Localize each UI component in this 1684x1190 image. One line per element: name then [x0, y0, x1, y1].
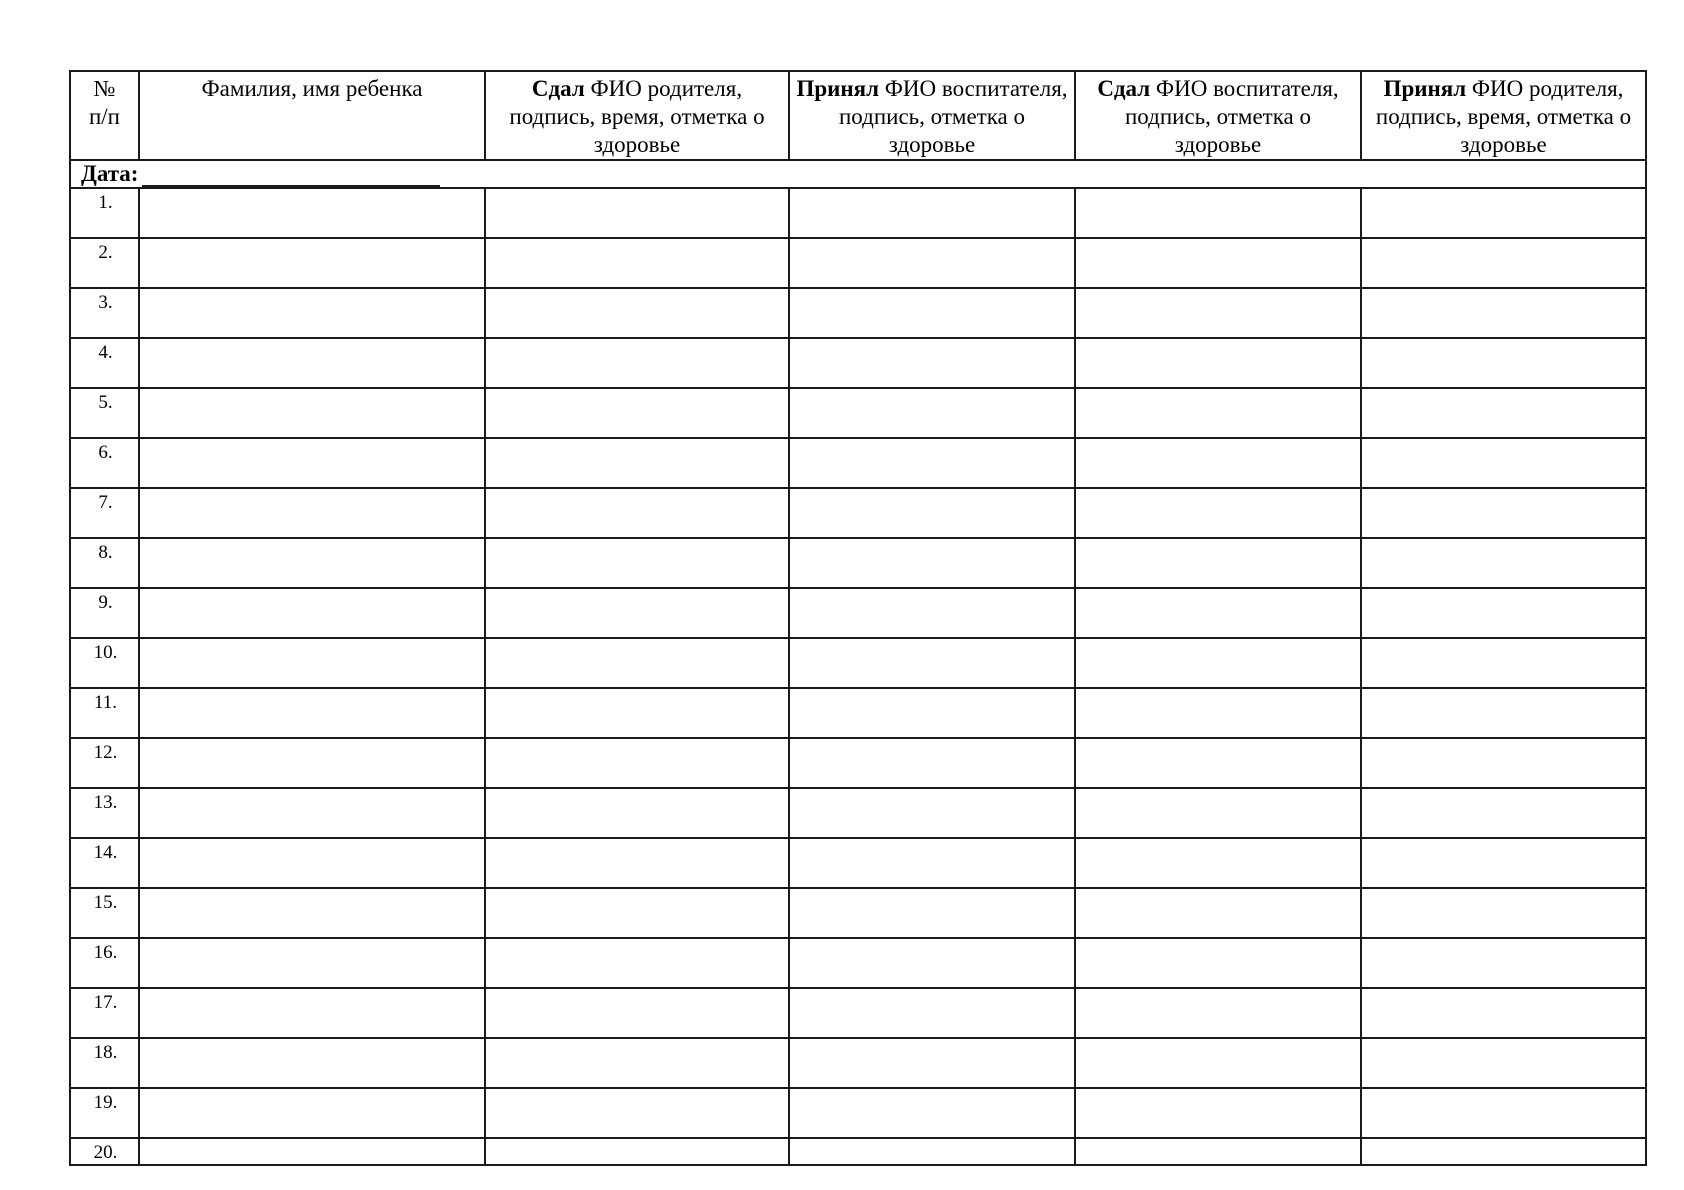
handed-by-parent-cell[interactable]	[485, 288, 789, 338]
handed-by-teacher-cell[interactable]	[1075, 388, 1361, 438]
table-row	[70, 788, 1646, 838]
accepted-by-teacher-cell[interactable]	[789, 238, 1075, 288]
handed-by-parent-cell[interactable]	[485, 938, 789, 988]
child-name-cell[interactable]	[139, 288, 485, 338]
child-name-cell[interactable]	[139, 488, 485, 538]
date-cell	[70, 160, 1646, 188]
handed-by-teacher-cell[interactable]	[1075, 1138, 1361, 1165]
row-number-cell	[70, 838, 139, 888]
accepted-by-teacher-cell[interactable]	[789, 738, 1075, 788]
handed-by-parent-cell[interactable]	[485, 188, 789, 238]
child-name-cell[interactable]	[139, 538, 485, 588]
handed-by-teacher-cell[interactable]	[1075, 738, 1361, 788]
row-number: 9.	[98, 592, 113, 613]
handed-by-teacher-cell[interactable]	[1075, 888, 1361, 938]
accepted-by-teacher-cell[interactable]	[789, 1038, 1075, 1088]
row-number: 1.	[98, 192, 113, 213]
attendance-table	[69, 70, 1647, 1166]
row-number: 18.	[93, 1042, 118, 1063]
accepted-by-parent-cell[interactable]	[1361, 788, 1646, 838]
row-number: 19.	[93, 1092, 118, 1113]
accepted-by-teacher-cell[interactable]	[789, 188, 1075, 238]
handed-by-teacher-cell[interactable]	[1075, 938, 1361, 988]
accepted-by-teacher-cell[interactable]	[789, 288, 1075, 338]
handed-by-teacher-cell[interactable]	[1075, 1038, 1361, 1088]
child-name-cell[interactable]	[139, 838, 485, 888]
accepted-by-parent-cell[interactable]	[1361, 1138, 1646, 1165]
header-row	[70, 71, 1646, 160]
handed-by-teacher-cell[interactable]	[1075, 288, 1361, 338]
child-name-cell[interactable]	[139, 988, 485, 1038]
accepted-by-parent-cell[interactable]	[1361, 838, 1646, 888]
accepted-by-teacher-cell[interactable]	[789, 488, 1075, 538]
handed-by-teacher-cell[interactable]	[1075, 238, 1361, 288]
table-row	[70, 438, 1646, 488]
accepted-by-parent-cell[interactable]	[1361, 988, 1646, 1038]
accepted-by-teacher-cell[interactable]	[789, 988, 1075, 1038]
row-number-cell	[70, 638, 139, 688]
row-number-cell	[70, 988, 139, 1038]
handed-by-teacher-cell[interactable]	[1075, 188, 1361, 238]
row-number-cell	[70, 1038, 139, 1088]
row-number-cell	[70, 488, 139, 538]
row-number-cell	[70, 438, 139, 488]
handed-by-teacher-cell[interactable]	[1075, 338, 1361, 388]
row-number: 11.	[93, 692, 118, 713]
row-number: 14.	[93, 842, 118, 863]
child-name-cell[interactable]	[139, 688, 485, 738]
header-child-name	[139, 71, 485, 160]
child-name-cell[interactable]	[139, 1138, 485, 1165]
row-number-cell	[70, 1138, 139, 1165]
row-number: 20.	[93, 1142, 118, 1163]
table-row	[70, 1038, 1646, 1088]
header-handed-by-teacher-bold: Сдал	[1097, 76, 1151, 101]
child-name-cell[interactable]	[139, 1088, 485, 1138]
row-number: 2.	[98, 242, 113, 263]
handed-by-parent-cell[interactable]	[485, 538, 789, 588]
row-number-cell	[70, 188, 139, 238]
accepted-by-parent-cell[interactable]	[1361, 438, 1646, 488]
row-number: 12.	[93, 742, 118, 763]
handed-by-teacher-cell[interactable]	[1075, 838, 1361, 888]
accepted-by-parent-cell[interactable]	[1361, 938, 1646, 988]
handed-by-parent-cell[interactable]	[485, 1088, 789, 1138]
handed-by-teacher-cell[interactable]	[1075, 688, 1361, 738]
header-handed-by-parent-bold: Сдал	[531, 76, 585, 101]
row-number: 8.	[98, 542, 113, 563]
accepted-by-parent-cell[interactable]	[1361, 488, 1646, 538]
handed-by-teacher-cell[interactable]	[1075, 1088, 1361, 1138]
handed-by-teacher-cell[interactable]	[1075, 438, 1361, 488]
table-row	[70, 1138, 1646, 1165]
table-row	[70, 538, 1646, 588]
header-accepted-by-parent-text: ФИО родителя, подпись, время, отметка о здоровье	[1375, 76, 1632, 157]
accepted-by-parent-cell[interactable]	[1361, 338, 1646, 388]
header-accepted-by-teacher-text: ФИО воспитателя, подпись, отметка о здоровье	[838, 76, 1068, 157]
attendance-journal-sheet	[69, 70, 1645, 1166]
table-row	[70, 938, 1646, 988]
header-accepted-by-parent	[1361, 71, 1646, 160]
header-accepted-by-parent-bold: Принял	[1383, 76, 1467, 101]
row-number-cell	[70, 1088, 139, 1138]
child-name-cell[interactable]	[139, 188, 485, 238]
handed-by-parent-cell[interactable]	[485, 438, 789, 488]
accepted-by-parent-cell[interactable]	[1361, 1088, 1646, 1138]
date-input-line[interactable]	[142, 161, 440, 187]
header-handed-by-parent-text: ФИО родителя, подпись, время, отметка о здоровье	[509, 76, 765, 157]
row-number: 15.	[93, 892, 118, 913]
accepted-by-parent-cell[interactable]	[1361, 238, 1646, 288]
row-number: 17.	[93, 992, 118, 1013]
handed-by-parent-cell[interactable]	[485, 488, 789, 538]
row-number: 6.	[98, 442, 113, 463]
child-name-cell[interactable]	[139, 238, 485, 288]
date-label: Дата:	[81, 161, 139, 186]
row-number: 7.	[98, 492, 113, 513]
row-number-cell	[70, 788, 139, 838]
row-number: 5.	[98, 392, 113, 413]
header-handed-by-teacher	[1075, 71, 1361, 160]
table-row	[70, 888, 1646, 938]
child-name-cell[interactable]	[139, 388, 485, 438]
header-handed-by-parent	[485, 71, 789, 160]
accepted-by-teacher-cell[interactable]	[789, 788, 1075, 838]
table-row	[70, 338, 1646, 388]
table-row	[70, 588, 1646, 638]
table-row	[70, 288, 1646, 338]
header-accepted-by-teacher-bold: Принял	[796, 76, 880, 101]
accepted-by-teacher-cell[interactable]	[789, 888, 1075, 938]
child-name-cell[interactable]	[139, 938, 485, 988]
row-number-cell	[70, 938, 139, 988]
header-accepted-by-teacher	[789, 71, 1075, 160]
accepted-by-parent-cell[interactable]	[1361, 688, 1646, 738]
handed-by-teacher-cell[interactable]	[1075, 788, 1361, 838]
row-number: 13.	[93, 792, 118, 813]
handed-by-parent-cell[interactable]	[485, 888, 789, 938]
accepted-by-parent-cell[interactable]	[1361, 738, 1646, 788]
accepted-by-teacher-cell[interactable]	[789, 838, 1075, 888]
handed-by-teacher-cell[interactable]	[1075, 538, 1361, 588]
accepted-by-teacher-cell[interactable]	[789, 1088, 1075, 1138]
child-name-cell[interactable]	[139, 888, 485, 938]
table-row	[70, 988, 1646, 1038]
accepted-by-parent-cell[interactable]	[1361, 888, 1646, 938]
handed-by-parent-cell[interactable]	[485, 338, 789, 388]
child-name-cell[interactable]	[139, 738, 485, 788]
accepted-by-teacher-cell[interactable]	[789, 388, 1075, 438]
handed-by-teacher-cell[interactable]	[1075, 638, 1361, 688]
handed-by-teacher-cell[interactable]	[1075, 988, 1361, 1038]
table-row	[70, 488, 1646, 538]
row-number-cell	[70, 688, 139, 738]
row-number: 16.	[93, 942, 118, 963]
handed-by-parent-cell[interactable]	[485, 1138, 789, 1165]
row-number: 3.	[98, 292, 113, 313]
handed-by-parent-cell[interactable]	[485, 1038, 789, 1088]
child-name-cell[interactable]	[139, 638, 485, 688]
accepted-by-parent-cell[interactable]	[1361, 188, 1646, 238]
accepted-by-teacher-cell[interactable]	[789, 638, 1075, 688]
accepted-by-teacher-cell[interactable]	[789, 538, 1075, 588]
accepted-by-parent-cell[interactable]	[1361, 538, 1646, 588]
child-name-cell[interactable]	[139, 1038, 485, 1088]
accepted-by-teacher-cell[interactable]	[789, 688, 1075, 738]
table-row	[70, 238, 1646, 288]
table-row	[70, 1088, 1646, 1138]
row-number-cell	[70, 588, 139, 638]
header-handed-by-teacher-text: ФИО воспитателя, подпись, отметка о здоровье	[1124, 76, 1339, 157]
row-number: 4.	[98, 342, 113, 363]
accepted-by-parent-cell[interactable]	[1361, 388, 1646, 438]
handed-by-teacher-cell[interactable]	[1075, 488, 1361, 538]
table-row	[70, 738, 1646, 788]
accepted-by-parent-cell[interactable]	[1361, 588, 1646, 638]
accepted-by-teacher-cell[interactable]	[789, 438, 1075, 488]
handed-by-parent-cell[interactable]	[485, 638, 789, 688]
table-row	[70, 688, 1646, 738]
header-child-name-text: Фамилия, имя ребенка	[201, 76, 423, 101]
child-name-cell[interactable]	[139, 438, 485, 488]
handed-by-parent-cell[interactable]	[485, 738, 789, 788]
row-number-cell	[70, 888, 139, 938]
accepted-by-parent-cell[interactable]	[1361, 638, 1646, 688]
accepted-by-parent-cell[interactable]	[1361, 288, 1646, 338]
accepted-by-teacher-cell[interactable]	[789, 338, 1075, 388]
accepted-by-parent-cell[interactable]	[1361, 1038, 1646, 1088]
handed-by-parent-cell[interactable]	[485, 588, 789, 638]
row-number: 10.	[93, 642, 118, 663]
row-number-cell	[70, 538, 139, 588]
handed-by-parent-cell[interactable]	[485, 238, 789, 288]
table-row	[70, 638, 1646, 688]
header-number-text: № п/п	[88, 76, 120, 129]
table-row	[70, 188, 1646, 238]
handed-by-parent-cell[interactable]	[485, 988, 789, 1038]
row-number-cell	[70, 238, 139, 288]
child-name-cell[interactable]	[139, 588, 485, 638]
date-row	[70, 160, 1646, 188]
child-name-cell[interactable]	[139, 338, 485, 388]
accepted-by-teacher-cell[interactable]	[789, 938, 1075, 988]
handed-by-parent-cell[interactable]	[485, 838, 789, 888]
table-row	[70, 838, 1646, 888]
accepted-by-teacher-cell[interactable]	[789, 1138, 1075, 1165]
header-number	[70, 71, 139, 160]
handed-by-parent-cell[interactable]	[485, 788, 789, 838]
row-number-cell	[70, 388, 139, 438]
row-number-cell	[70, 288, 139, 338]
handed-by-parent-cell[interactable]	[485, 688, 789, 738]
handed-by-teacher-cell[interactable]	[1075, 588, 1361, 638]
row-number-cell	[70, 738, 139, 788]
child-name-cell[interactable]	[139, 788, 485, 838]
table-row	[70, 388, 1646, 438]
handed-by-parent-cell[interactable]	[485, 388, 789, 438]
row-number-cell	[70, 338, 139, 388]
accepted-by-teacher-cell[interactable]	[789, 588, 1075, 638]
